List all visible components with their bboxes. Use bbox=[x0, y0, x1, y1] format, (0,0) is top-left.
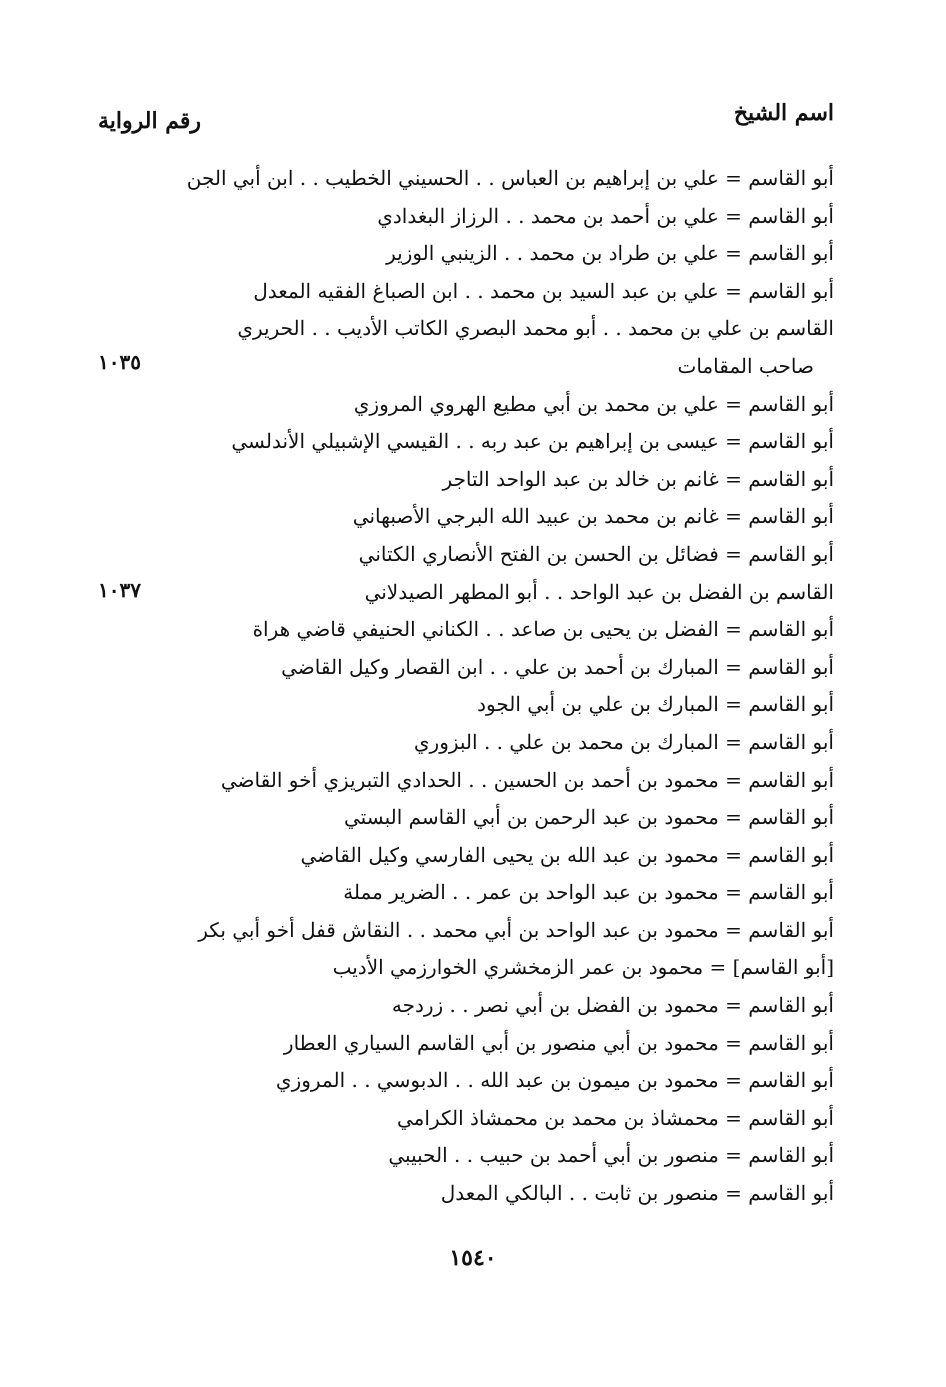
column-header-sheikh-name: اسم الشيخ bbox=[733, 100, 834, 126]
list-item: أبو القاسم = محمود بن عبد الرحمن بن أبي القاسم البستي bbox=[344, 805, 834, 830]
narration-number: ١٠٣٧ bbox=[98, 578, 141, 602]
list-item: أبو القاسم = علي بن عبد السيد بن محمد . . ابن الصباغ الفقيه المعدل bbox=[253, 278, 834, 303]
list-item: [أبو القاسم] = محمود بن عمر الزمخشري الخوارزمي الأديب bbox=[332, 955, 834, 980]
list-item: أبو القاسم = المبارك بن محمد بن علي . . البزوري bbox=[413, 729, 834, 754]
list-item: أبو القاسم = عيسى بن إبراهيم بن عبد ربه . . القيسي الإشبيلي الأندلسي bbox=[231, 429, 834, 454]
list-item: أبو القاسم = علي بن أحمد بن محمد . . الرزاز البغدادي bbox=[377, 203, 834, 228]
page-number: ١٥٤٠ bbox=[449, 1245, 497, 1271]
list-item: أبو القاسم = المبارك بن علي بن أبي الجود bbox=[477, 692, 834, 717]
list-item: أبو القاسم = محمود بن عبد الله بن يحيى الفارسي وكيل القاضي bbox=[300, 842, 834, 867]
sheikh-list bbox=[186, 160, 834, 1213]
list-item: أبو القاسم = منصور بن أبي أحمد بن حبيب . . الحبيبي bbox=[388, 1143, 834, 1168]
list-item: أبو القاسم = علي بن محمد بن أبي مطيع الهروي المروزي bbox=[353, 391, 834, 416]
list-item: أبو القاسم = محمود بن أحمد بن الحسين . . الحدادي التبريزي أخو القاضي bbox=[220, 767, 834, 792]
list-item: أبو القاسم = محمشاذ بن محمد بن محمشاذ الكرامي bbox=[397, 1105, 834, 1130]
list-item: أبو القاسم = الفضل بن يحيى بن صاعد . . الكناني الحنيفي قاضي هراة bbox=[252, 617, 834, 642]
list-item: أبو القاسم = فضائل بن الحسن بن الفتح الأنصاري الكتاني bbox=[358, 541, 834, 566]
list-item: أبو القاسم = محمود بن ميمون بن عبد الله . . الدبوسي . . المروزي bbox=[275, 1068, 834, 1093]
list-item: القاسم بن علي بن محمد . . أبو محمد البصري الكاتب الأديب . . الحريري bbox=[237, 316, 834, 341]
list-item: أبو القاسم = علي بن طراد بن محمد . . الزينبي الوزير bbox=[386, 241, 834, 266]
list-item: أبو القاسم = المبارك بن أحمد بن علي . . ابن القصار وكيل القاضي bbox=[281, 654, 834, 679]
list-item: أبو القاسم = محمود بن عبد الواحد بن أبي محمد . . النقاش قفل أخو أبي بكر bbox=[198, 917, 834, 942]
narration-number: ١٠٣٥ bbox=[98, 350, 141, 374]
list-item: أبو القاسم = محمود بن عبد الواحد بن عمر . . الضرير مملة bbox=[343, 880, 834, 905]
list-item: القاسم بن الفضل بن عبد الواحد . . أبو المطهر الصيدلاني bbox=[364, 579, 834, 604]
list-item: أبو القاسم = علي بن إبراهيم بن العباس . . الحسيني الخطيب . . ابن أبي الجن bbox=[186, 166, 834, 190]
list-item: أبو القاسم = محمود بن الفضل بن أبي نصر . . زردجه bbox=[391, 993, 834, 1018]
list-item: أبو القاسم = غانم بن محمد بن عبيد الله البرجي الأصبهاني bbox=[352, 504, 834, 529]
list-item-continuation: صاحب المقامات bbox=[677, 353, 814, 378]
list-item: أبو القاسم = منصور بن ثابت . . البالكي المعدل bbox=[440, 1181, 834, 1206]
column-header-narration-number: رقم الرواية bbox=[98, 108, 202, 134]
list-item: أبو القاسم = غانم بن خالد بن عبد الواحد التاجر bbox=[442, 466, 834, 491]
list-item: أبو القاسم = محمود بن أبي منصور بن أبي القاسم السياري العطار bbox=[283, 1030, 834, 1055]
